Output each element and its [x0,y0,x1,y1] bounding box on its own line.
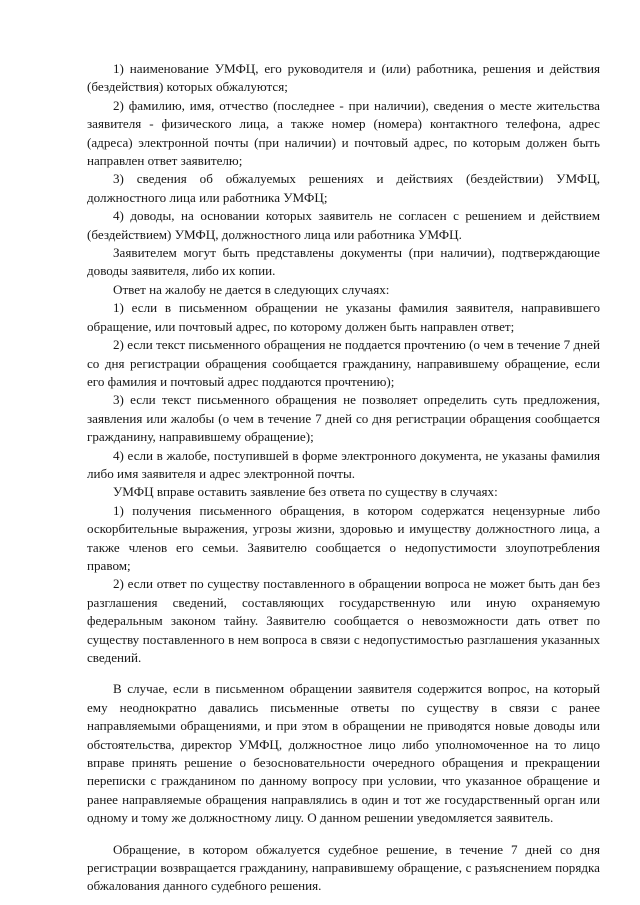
paragraph-leave-without-answer-intro: УМФЦ вправе оставить заявление без ответа по существу в случаях: [113,484,498,500]
paragraph-leave-without-answer-case-2: 2) если ответ по существу поставленного в обращении вопроса не может быть дан без разглашения сведений, составляющих государственную или иную охраняемую федеральным законом тайну. Заявителю сообщается о невозможности дать ответ по существу поставленного в нем вопроса в связи с недопустимостью разглашения указанных сведений. [87,576,600,665]
paragraph-supporting-documents: Заявителем могут быть представлены документы (при наличии), подтверждающие доводы заявителя, либо их копии. [87,245,600,279]
paragraph-repeated-appeals: В случае, если в письменном обращении заявителя содержится вопрос, на который ему неоднократно давались письменные ответы по существу в связи с ранее направляемыми обращениями, и при этом в обращении не приводятся новые доводы или обстоятельства, директор УМФЦ, должностное лицо либо уполномоченное на то лицо вправе принять решение о безосновательности очередного обращения и прекращении переписки с гражданином по данному вопросу при условии, что указанное обращение и ранее направляемые обращения направлялись в один и тот же государственный орган или одному и тому же должностному лицу. О данном решении уведомляется заявитель. [87,681,600,826]
paragraph-complaint-item-4: 4) доводы, на основании которых заявитель не согласен с решением и действием (бездействием) УМФЦ, должностного лица или работника УМФЦ. [87,208,600,242]
paragraph-court-decision: Обращение, в котором обжалуется судебное решение, в течение 7 дней со дня регистрации возвращается гражданину, направившему обращение, с разъяснением порядка обжалования данного судебного решения. [87,841,600,894]
paragraph-no-answer-case-2: 2) если текст письменного обращения не поддается прочтению (о чем в течение 7 дней со дня регистрации обращения сообщается гражданину, направившему обращение, если его фамилия и почтовый адрес поддаются прочтению); [87,337,600,389]
paragraph-leave-without-answer-case-1: 1) получения письменного обращения, в котором содержатся нецензурные либо оскорбительные выражения, угрозы жизни, здоровью и имуществу должностного лица, а также членов его семьи. Заявителю сообщается о недопустимости злоупотребления правом; [87,502,600,573]
paragraph-no-answer-case-3: 3) если текст письменного обращения не позволяет определить суть предложения, заявления или жалобы (о чем в течение 7 дней со дня регистрации обращения сообщается гражданину, направившему обращение); [87,392,600,445]
document-body [87,60,600,896]
paragraph-complaint-item-1: 1) наименование УМФЦ, его руководителя и (или) работника, решения и действия (бездействия) которых обжалуются; [87,61,600,95]
paragraph-complaint-item-3: 3) сведения об обжалуемых решениях и действиях (бездействии) УМФЦ, должностного лица или работника УМФЦ; [87,171,600,205]
paragraph-no-answer-case-4: 4) если в жалобе, поступившей в форме электронного документа, не указаны фамилия либо имя заявителя и адрес электронной почты. [87,447,600,481]
paragraph-no-answer-case-1: 1) если в письменном обращении не указаны фамилия заявителя, направившего обращение, или почтовый адрес, по которому должен быть направлен ответ; [87,300,600,334]
paragraph-complaint-item-2: 2) фамилию, имя, отчество (последнее - при наличии), сведения о месте жительства заявителя - физического лица, а также номер (номера) контактного телефона, адрес (адреса) электронной почты (при наличии) и почтовый адрес, по которым должен быть направлен ответ заявителю; [87,97,600,169]
paragraph-no-answer-intro: Ответ на жалобу не дается в следующих случаях: [113,281,390,297]
